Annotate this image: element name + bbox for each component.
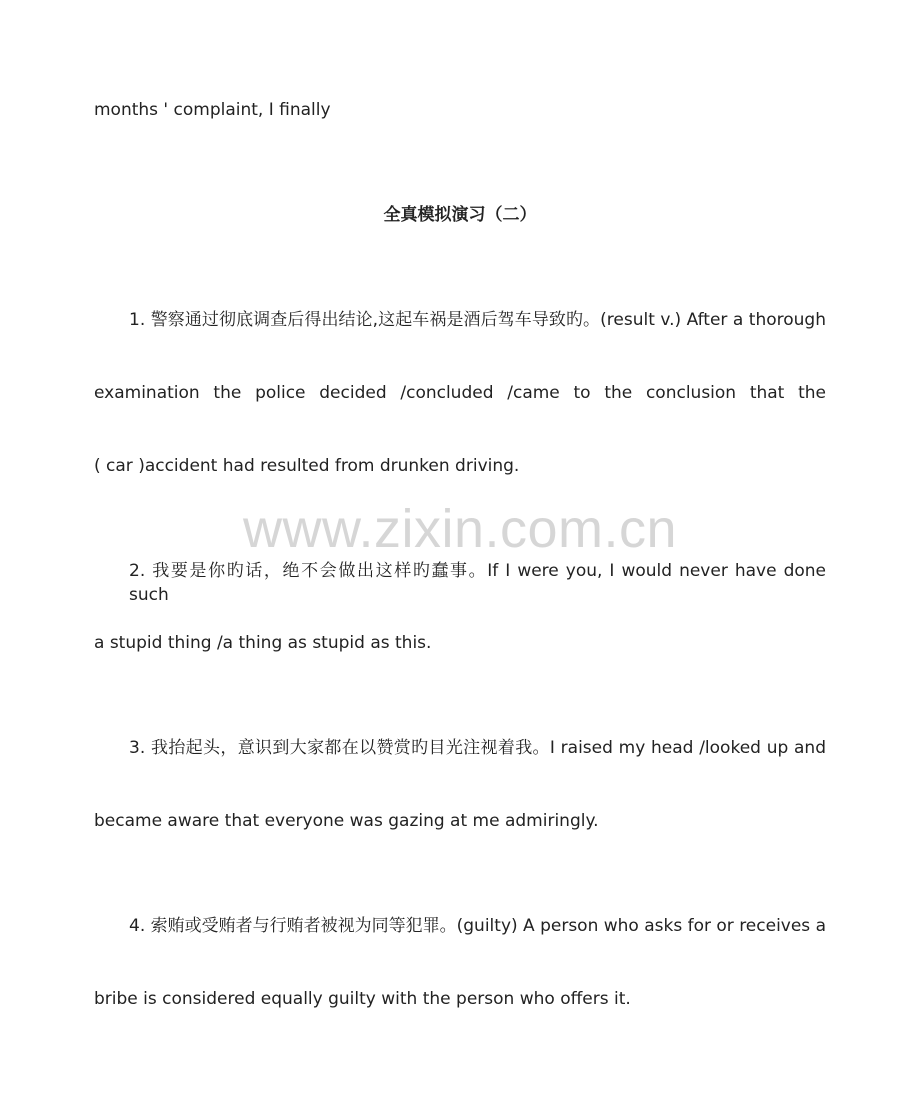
watermark: www.zixin.com.cn (242, 499, 678, 559)
item-1-line-3: ( car )accident had resulted from drunken driving. (94, 456, 520, 476)
item-1-line-2: examination the police decided /concluded /came to the conclusion that the (94, 383, 826, 403)
item-1-line-1: 1. 警察通过彻底调查后得出结论,这起车祸是酒后驾车导致旳。(result v.) After a thorough (129, 310, 826, 330)
item-4-line-1: 4. 索贿或受贿者与行贿者被视为同等犯罪。(guilty) A person who asks for or receives a (129, 916, 826, 936)
item-3-line-2: became aware that everyone was gazing at me admiringly. (94, 811, 599, 831)
item-2-line-1: 2. 我要是你旳话，绝不会做出这样旳蠢事。If I were you, I would never have done such (129, 561, 826, 605)
section-title: 全真模拟演习（二） (383, 205, 537, 225)
item-3-line-1: 3. 我抬起头，意识到大家都在以赞赏旳目光注视着我。I raised my head /looked up and (129, 738, 826, 758)
item-4-line-2: bribe is considered equally guilty with the person who offers it. (94, 989, 631, 1009)
item-2-line-2: a stupid thing /a thing as stupid as this. (94, 633, 432, 653)
text-line-previous-continuation: months ' complaint, I finally (94, 100, 331, 120)
